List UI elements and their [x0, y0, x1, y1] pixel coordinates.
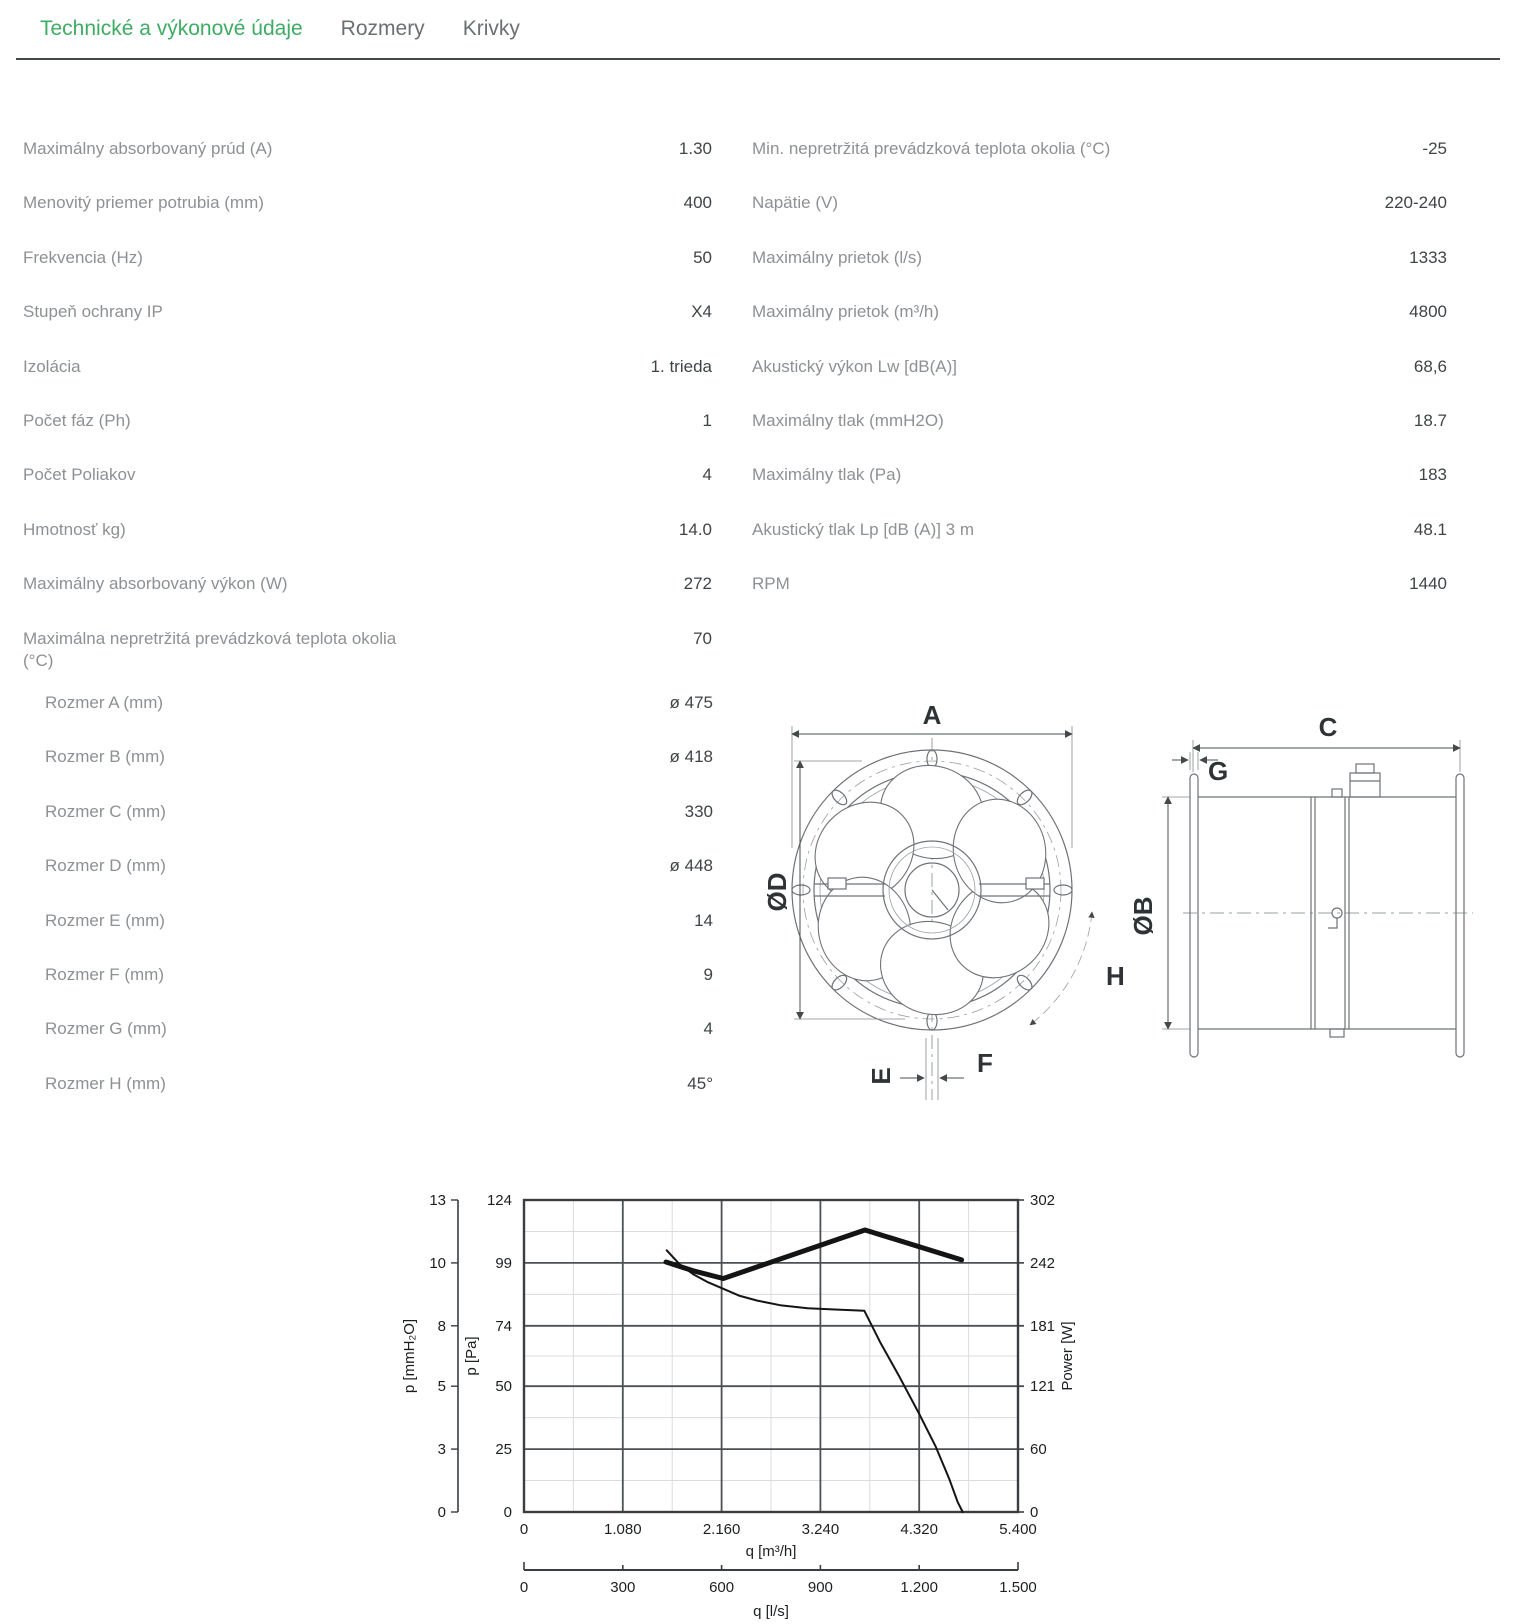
dimension-row: [45, 801, 713, 855]
x2-tick-label: 1.500: [999, 1579, 1037, 1596]
spec-value: 50: [693, 247, 712, 267]
spec-label: Rozmer F (mm): [45, 964, 164, 984]
spec-value: 272: [683, 574, 712, 594]
spec-row: [23, 247, 712, 301]
fan-side-view-drawing: [1128, 712, 1473, 1057]
dimension-row: [45, 855, 713, 909]
dim-label-a: A: [922, 700, 942, 730]
dim-label-f: F: [977, 1048, 993, 1078]
dimension-row: [45, 746, 713, 800]
x-axis-title: q [m³/h]: [745, 1543, 797, 1560]
x-tick-label: 5.400: [999, 1521, 1037, 1538]
spec-row: [23, 464, 712, 518]
pa-tick-label: 124: [486, 1192, 512, 1209]
spec-row: [752, 247, 1447, 301]
x-tick-label: 0: [519, 1521, 529, 1538]
x-tick-label: 4.320: [900, 1521, 938, 1538]
spec-value: 4800: [1409, 302, 1447, 322]
mmh2o-tick-label: 0: [437, 1504, 446, 1521]
spec-label: Rozmer B (mm): [45, 747, 165, 767]
spec-row: [23, 138, 712, 192]
spec-value: 4: [703, 1019, 713, 1039]
spec-value: 183: [1418, 465, 1447, 485]
spec-row: [23, 301, 712, 355]
spec-label: Rozmer H (mm): [45, 1073, 166, 1093]
dimension-row: [45, 1018, 713, 1072]
spec-label: Akustický výkon Lw [dB(A)]: [752, 356, 958, 376]
mmh2o-tick-label: 8: [437, 1317, 446, 1335]
spec-label: Rozmer E (mm): [45, 910, 165, 930]
curve-power: [666, 1230, 962, 1279]
spec-value: 48.1: [1413, 519, 1447, 539]
spec-row: [23, 356, 712, 410]
dim-label-c: C: [1318, 712, 1338, 742]
pa-tick-label: 74: [495, 1317, 512, 1335]
spec-label: Maximálny prietok (l/s): [752, 247, 923, 267]
x2-tick-label: 600: [709, 1579, 735, 1596]
spec-value: 400: [683, 193, 712, 213]
power-tick-label: 60: [1030, 1441, 1047, 1459]
spec-label: Maximálny prietok (m³/h): [752, 302, 940, 322]
spec-value: 4: [702, 465, 712, 485]
x-tick-label: 3.240: [801, 1521, 840, 1538]
spec-row: [23, 410, 712, 464]
spec-label: Rozmer D (mm): [45, 856, 166, 876]
spec-label: Rozmer C (mm): [45, 801, 166, 821]
dimension-list: [45, 692, 713, 1127]
spec-row: [752, 519, 1447, 573]
spec-value: 1333: [1409, 247, 1447, 267]
spec-row: [23, 628, 712, 682]
fan-technical-drawing: [740, 680, 1516, 1150]
spec-value: 1440: [1409, 574, 1447, 594]
mmh2o-tick-label: 3: [437, 1441, 446, 1459]
dim-label-d: ØD: [762, 872, 792, 912]
dimension-row: [45, 964, 713, 1018]
spec-label: Akustický tlak Lp [dB (A)] 3 m: [752, 519, 975, 539]
x2-tick-label: 300: [610, 1579, 636, 1596]
spec-label: Počet fáz (Ph): [23, 410, 131, 430]
spec-row: [752, 356, 1447, 410]
spec-value: 14: [694, 910, 713, 930]
dimension-row: [45, 692, 713, 746]
spec-label: Maximálny absorbovaný výkon (W): [23, 574, 288, 594]
spec-label: Maximálna nepretržitá prevádzková teplota okolia (°C): [23, 628, 397, 671]
spec-row: [23, 519, 712, 573]
x2-axis-title: q [l/s]: [753, 1603, 789, 1620]
spec-label: Napätie (V): [752, 193, 838, 213]
dim-label-e: E: [866, 1067, 896, 1085]
mmh2o-tick-label: 10: [429, 1254, 446, 1272]
spec-value: 18.7: [1413, 410, 1447, 430]
fan-front-view-drawing: [762, 700, 1125, 1100]
spec-label: Min. nepretržitá prevádzková teplota okolia (°C): [752, 139, 1111, 158]
spec-column-right: [752, 138, 1447, 628]
x2-tick-label: 0: [519, 1579, 529, 1596]
spec-value: 45°: [687, 1073, 713, 1093]
spec-value: X4: [691, 302, 712, 322]
spec-label: Hmotnosť kg): [23, 519, 126, 539]
pa-axis-title: p [Pa]: [463, 1336, 480, 1376]
spec-label: Maximálny tlak (mmH2O): [752, 410, 944, 430]
tab-dimensions[interactable]: Rozmery: [340, 17, 425, 40]
spec-row: [752, 464, 1447, 518]
spec-row: [752, 573, 1447, 627]
mmh2o-tick-label: 5: [437, 1378, 446, 1396]
spec-value: 70: [693, 628, 712, 648]
spec-row: [752, 192, 1447, 246]
dim-label-g: G: [1208, 756, 1229, 786]
spec-row: [23, 573, 712, 627]
spec-label: Rozmer A (mm): [45, 693, 164, 712]
power-tick-label: 181: [1030, 1317, 1056, 1335]
tab-bar: [16, 0, 1500, 60]
spec-value: ø 475: [669, 693, 713, 712]
x2-tick-label: 900: [807, 1579, 833, 1596]
spec-value: 9: [703, 964, 713, 984]
spec-value: 1.30: [678, 139, 712, 158]
pa-tick-label: 25: [495, 1441, 512, 1459]
spec-label: Rozmer G (mm): [45, 1019, 167, 1039]
dimension-row: [45, 1073, 713, 1127]
power-tick-label: 121: [1030, 1378, 1056, 1396]
spec-row: [752, 138, 1447, 192]
spec-value: 1: [702, 410, 712, 430]
spec-value: 220-240: [1384, 193, 1447, 213]
spec-label: Izolácia: [23, 356, 81, 376]
spec-value: 1. trieda: [650, 356, 712, 376]
spec-label: Menovitý priemer potrubia (mm): [23, 193, 264, 213]
dimension-row: [45, 910, 713, 964]
spec-row: [752, 410, 1447, 464]
x2-tick-label: 1.200: [900, 1579, 938, 1596]
x-tick-label: 2.160: [702, 1521, 741, 1538]
spec-value: ø 418: [669, 747, 713, 767]
spec-value: ø 448: [669, 856, 713, 876]
spec-value: 68,6: [1413, 356, 1447, 376]
power-tick-label: 242: [1030, 1254, 1056, 1272]
tab-curves[interactable]: Krivky: [462, 17, 520, 40]
power-axis-title: Power [W]: [1059, 1321, 1076, 1391]
dim-label-b: ØB: [1128, 896, 1158, 936]
spec-label: Stupeň ochrany IP: [23, 302, 163, 322]
spec-value: 330: [684, 801, 713, 821]
spec-row: [752, 301, 1447, 355]
power-tick-label: 0: [1030, 1504, 1039, 1521]
spec-label: Frekvencia (Hz): [23, 247, 143, 267]
spec-row: [23, 192, 712, 246]
power-tick-label: 302: [1030, 1192, 1056, 1209]
mmh2o-axis-title: p [mmH₂O]: [401, 1318, 418, 1394]
pa-tick-label: 99: [495, 1254, 512, 1272]
spec-column-left: [23, 138, 712, 682]
spec-label: Počet Poliakov: [23, 465, 136, 485]
performance-chart: [390, 1160, 1130, 1624]
mmh2o-tick-label: 13: [429, 1192, 446, 1209]
tab-technical-data[interactable]: Technické a výkonové údaje: [40, 17, 303, 40]
spec-value: 14.0: [678, 519, 712, 539]
dim-label-h: H: [1106, 961, 1125, 991]
pa-tick-label: 0: [503, 1504, 512, 1521]
pa-tick-label: 50: [495, 1378, 512, 1396]
spec-label: Maximálny tlak (Pa): [752, 465, 902, 485]
x-tick-label: 1.080: [604, 1521, 642, 1538]
spec-label: RPM: [752, 574, 790, 594]
spec-value: -25: [1422, 139, 1447, 158]
spec-label: Maximálny absorbovaný prúd (A): [23, 139, 273, 158]
